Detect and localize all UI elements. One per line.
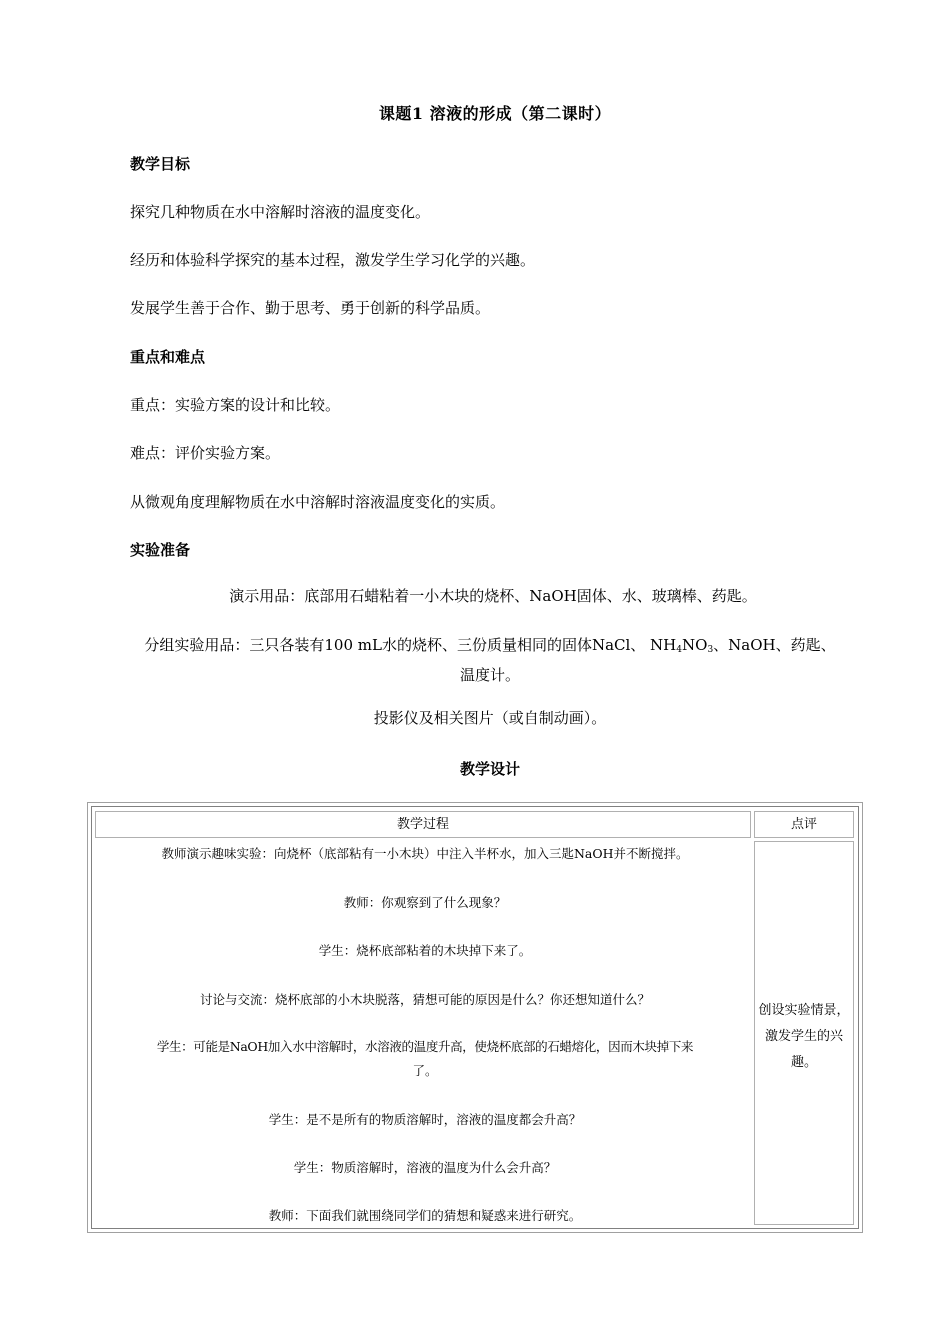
key-points-heading: 重点和难点 xyxy=(130,348,206,366)
objective-item: 探究几种物质在水中溶解时溶液的温度变化。 xyxy=(130,203,431,221)
process-line: 学生：烧杯底部粘着的木块掉下来了。 xyxy=(318,943,532,958)
column-header-process: 教学过程 xyxy=(95,811,751,838)
process-cell xyxy=(95,841,751,1225)
subscript: 4 xyxy=(676,645,682,655)
comment-line: 激发学生的兴 xyxy=(764,1029,843,1044)
process-line: 教师：下面我们就围绕同学们的猜想和疑惑来进行研究。 xyxy=(268,1208,582,1223)
key-point-item: 从微观角度理解物质在水中溶解时溶液温度变化的实质。 xyxy=(130,493,506,511)
group-materials xyxy=(120,633,860,688)
key-point-item: 难点：评价实验方案。 xyxy=(130,444,281,462)
column-header-comment: 点评 xyxy=(754,811,854,838)
comment-line: 创设实验情景， xyxy=(758,1003,850,1018)
process-line: 教师：你观察到了什么现象？ xyxy=(343,895,507,910)
key-point-item: 重点：实验方案的设计和比较。 xyxy=(130,396,341,414)
table-inner-border xyxy=(91,806,859,1229)
process-line: 教师演示趣味实验：向烧杯（底部粘有一小木块）中注入半杯水，加入三匙NaOH并不断搅拌。 xyxy=(161,846,689,861)
group-materials-text: NO xyxy=(682,636,708,654)
group-materials-text: 、NaOH、药匙、 xyxy=(713,636,836,654)
process-line: 学生：是不是所有的物质溶解时，溶液的温度都会升高？ xyxy=(268,1112,582,1127)
objective-item: 经历和体验科学探究的基本过程，激发学生学习化学的兴趣。 xyxy=(130,251,536,269)
comment-line: 趣。 xyxy=(790,1055,817,1070)
projector-materials: 投影仪及相关图片（或自制动画）。 xyxy=(373,709,607,727)
process-line: 学生：可能是NaOH加入水中溶解时，水溶液的温度升高，使烧杯底部的石蜡熔化，因而木块掉下来 xyxy=(156,1039,694,1054)
group-materials-text: 温度计。 xyxy=(459,666,520,684)
objective-item: 发展学生善于合作、勤于思考、勇于创新的科学品质。 xyxy=(130,299,491,317)
design-table xyxy=(87,802,863,1233)
process-line: 学生：物质溶解时，溶液的温度为什么会升高？ xyxy=(293,1160,557,1175)
process-line: 了。 xyxy=(412,1063,438,1078)
objectives-heading: 教学目标 xyxy=(130,155,191,173)
process-line: 讨论与交流：烧杯底部的小木块脱落，猜想可能的原因是什么？你还想知道什么？ xyxy=(199,992,650,1007)
subscript: 3 xyxy=(707,645,714,655)
group-materials-text: 分组实验用品：三只各装有100 mL水的烧杯、三份质量相同的固体NaCl、 NH xyxy=(144,636,677,654)
page-title: 课题1 溶液的形成（第二课时） xyxy=(378,104,612,123)
comment-text xyxy=(757,998,851,1076)
preparation-heading: 实验准备 xyxy=(130,541,191,559)
comment-cell xyxy=(754,841,854,1225)
design-heading: 教学设计 xyxy=(459,760,520,778)
demo-materials: 演示用品：底部用石蜡粘着一小木块的烧杯、NaOH固体、水、玻璃棒、药匙。 xyxy=(229,587,757,605)
